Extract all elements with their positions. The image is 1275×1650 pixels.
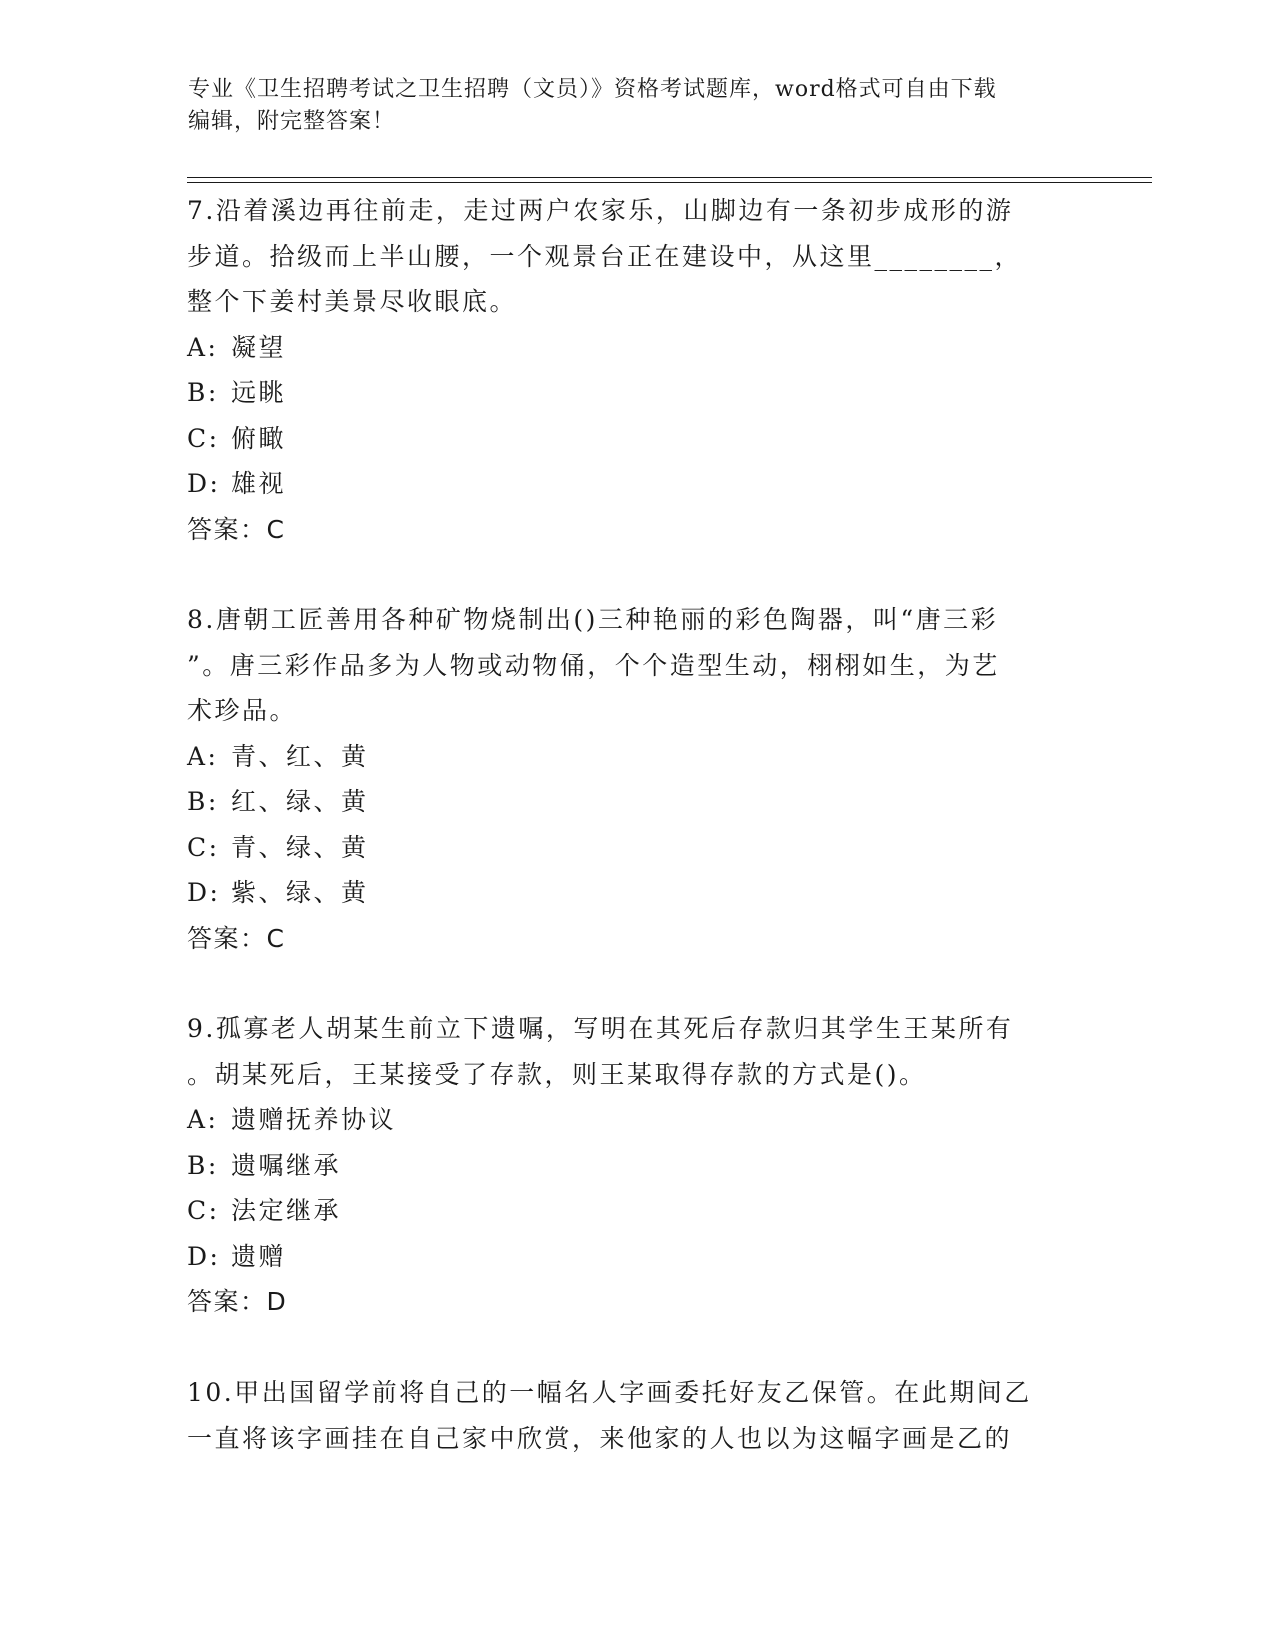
option-text: 青、红、黄	[231, 741, 369, 771]
option-letter: B:	[187, 787, 219, 816]
option-a	[187, 325, 1067, 371]
option-text: 红、绿、黄	[231, 787, 369, 816]
option-text: 遗赠	[231, 1241, 287, 1271]
question-stem-line: 步道。拾级而上半山腰，一个观景台正在建设中，从这里________，	[187, 241, 1023, 271]
header-line-2: 编辑，附完整答案！	[188, 109, 396, 134]
option-letter: C:	[187, 423, 220, 453]
option-text: 法定继承	[231, 1196, 342, 1225]
question-stem-line: 整个下姜村美景尽收眼底。	[187, 287, 518, 316]
header-divider-bottom	[187, 182, 1152, 183]
option-b	[187, 370, 1067, 416]
option-c	[187, 416, 1067, 462]
option-c	[187, 825, 1067, 871]
option-letter: A:	[187, 332, 219, 362]
option-letter: D:	[187, 469, 221, 498]
question-stem-line: 9.孤寡老人胡某生前立下遗嘱，写明在其死后存款归其学生王某所有	[187, 1014, 1014, 1043]
question-9	[187, 1006, 1067, 1325]
option-a	[187, 1097, 1067, 1143]
option-text: 雄视	[231, 469, 287, 498]
answer-line: 答案：D	[187, 1287, 288, 1316]
question-8	[187, 597, 1067, 961]
question-10	[187, 1370, 1067, 1461]
option-letter: C:	[187, 1196, 220, 1225]
option-letter: B:	[187, 1150, 219, 1180]
option-text: 遗赠抚养协议	[231, 1105, 397, 1134]
question-stem-line: 7.沿着溪边再往前走，走过两户农家乐，山脚边有一条初步成形的游	[187, 196, 1014, 225]
option-letter: A:	[187, 741, 219, 771]
option-d	[187, 461, 1067, 507]
option-b	[187, 1143, 1067, 1189]
option-d	[187, 1234, 1067, 1280]
option-text: 遗嘱继承	[231, 1150, 342, 1180]
option-letter: D:	[187, 878, 221, 907]
option-a	[187, 734, 1067, 780]
option-text: 凝望	[231, 332, 287, 362]
option-text: 俯瞰	[231, 423, 287, 453]
option-letter: C:	[187, 832, 220, 862]
question-stem-line: 。胡某死后，王某接受了存款，则王某取得存款的方式是()。	[187, 1059, 927, 1089]
header-line-1: 专业《卫生招聘考试之卫生招聘（文员）》资格考试题库，word格式可自由下载	[188, 77, 997, 102]
question-stem-line: 10.甲出国留学前将自己的一幅名人字画委托好友乙保管。在此期间乙	[187, 1378, 1032, 1407]
option-d	[187, 870, 1067, 916]
option-b	[187, 779, 1067, 825]
question-stem-line: 8.唐朝工匠善用各种矿物烧制出()三种艳丽的彩色陶器，叫“唐三彩	[187, 605, 999, 634]
header-divider-top	[187, 177, 1152, 178]
option-text: 远眺	[231, 378, 287, 407]
question-7	[187, 188, 1067, 552]
answer-line: 答案：C	[187, 923, 286, 953]
question-stem-line: ”。唐三彩作品多为人物或动物俑，个个造型生动，栩栩如生，为艺	[187, 650, 1000, 680]
option-text: 青、绿、黄	[231, 832, 369, 862]
option-letter: A:	[187, 1105, 219, 1134]
document-header	[188, 74, 1088, 138]
answer-line: 答案：C	[187, 514, 286, 544]
option-letter: D:	[187, 1241, 221, 1271]
question-stem-line: 术珍品。	[187, 696, 298, 725]
option-letter: B:	[187, 378, 219, 407]
question-stem-line: 一直将该字画挂在自己家中欣赏，来他家的人也以为这幅字画是乙的	[187, 1423, 1013, 1453]
option-c	[187, 1188, 1067, 1234]
option-text: 紫、绿、黄	[231, 878, 369, 907]
